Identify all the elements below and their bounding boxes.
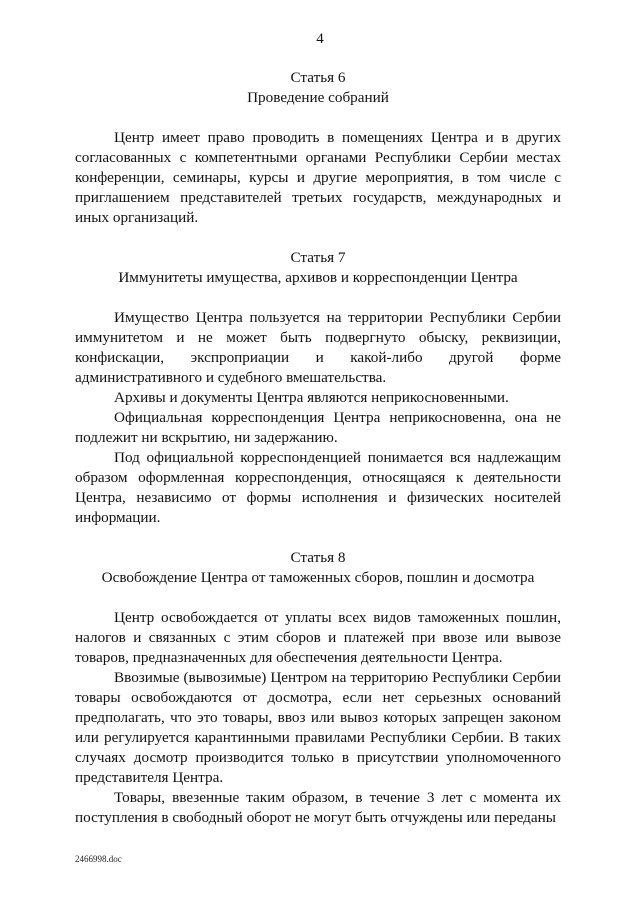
article-title: Иммунитеты имущества, архивов и корреспонденции Центра [118, 269, 518, 286]
paragraph: Товары, ввезенные таким образом, в течение 3 лет с момента их поступления в свободный оборот не могут быть отчуждены или переданы [75, 789, 561, 826]
document-file-code: 2466998.doc [75, 854, 122, 864]
article-number: Статья 8 [290, 549, 346, 566]
article-title: Проведение собраний [247, 89, 389, 106]
paragraph: Ввозимые (вывозимые) Центром на территорию Республики Сербии товары освобождаются от досмотра, если нет серьезных оснований предполагать, что это товары, ввоз или вывоз которых запрещен законом или регулируется карантинными правилами Республики Сербии. В таких случаях досмотр производится только в присутствии уполномоченного представителя Центра. [75, 669, 561, 786]
paragraph: Центр освобождается от уплаты всех видов таможенных пошлин, налогов и связанных с этим сборов и платежей при ввозе или вывозе товаров, предназначенных для обеспечения деятельности Центра. [75, 609, 561, 666]
paragraph: Имущество Центра пользуется на территории Республики Сербии иммунитетом и не может быть подвергнуто обыску, реквизиции, конфискации, экспроприации и какой-либо другой форме административного и судебного вмешательства. [75, 309, 561, 386]
paragraph: Центр имеет право проводить в помещениях Центра и в других согласованных с компетентными органами Республики Сербии местах конференции, семинары, курсы и другие мероприятия, в том числе с приглашением представителей третьих государств, международных и иных организаций. [75, 129, 561, 226]
document-body [75, 68, 561, 828]
page-number: 4 [316, 31, 324, 47]
article-7 [75, 248, 561, 528]
paragraph: Архивы и документы Центра являются неприкосновенными. [114, 389, 509, 406]
article-8 [75, 548, 561, 828]
article-6 [75, 68, 561, 228]
paragraph: Под официальной корреспонденцией понимается вся надлежащим образом оформленная корреспонденция, относящаяся к деятельности Центра, независимо от формы исполнения и физических носителей информации. [75, 449, 561, 526]
article-number: Статья 7 [290, 249, 346, 266]
paragraph: Официальная корреспонденция Центра неприкосновенна, она не подлежит ни вскрытию, ни задержанию. [75, 409, 561, 446]
article-title: Освобождение Центра от таможенных сборов, пошлин и досмотра [101, 569, 535, 586]
article-number: Статья 6 [290, 69, 346, 86]
